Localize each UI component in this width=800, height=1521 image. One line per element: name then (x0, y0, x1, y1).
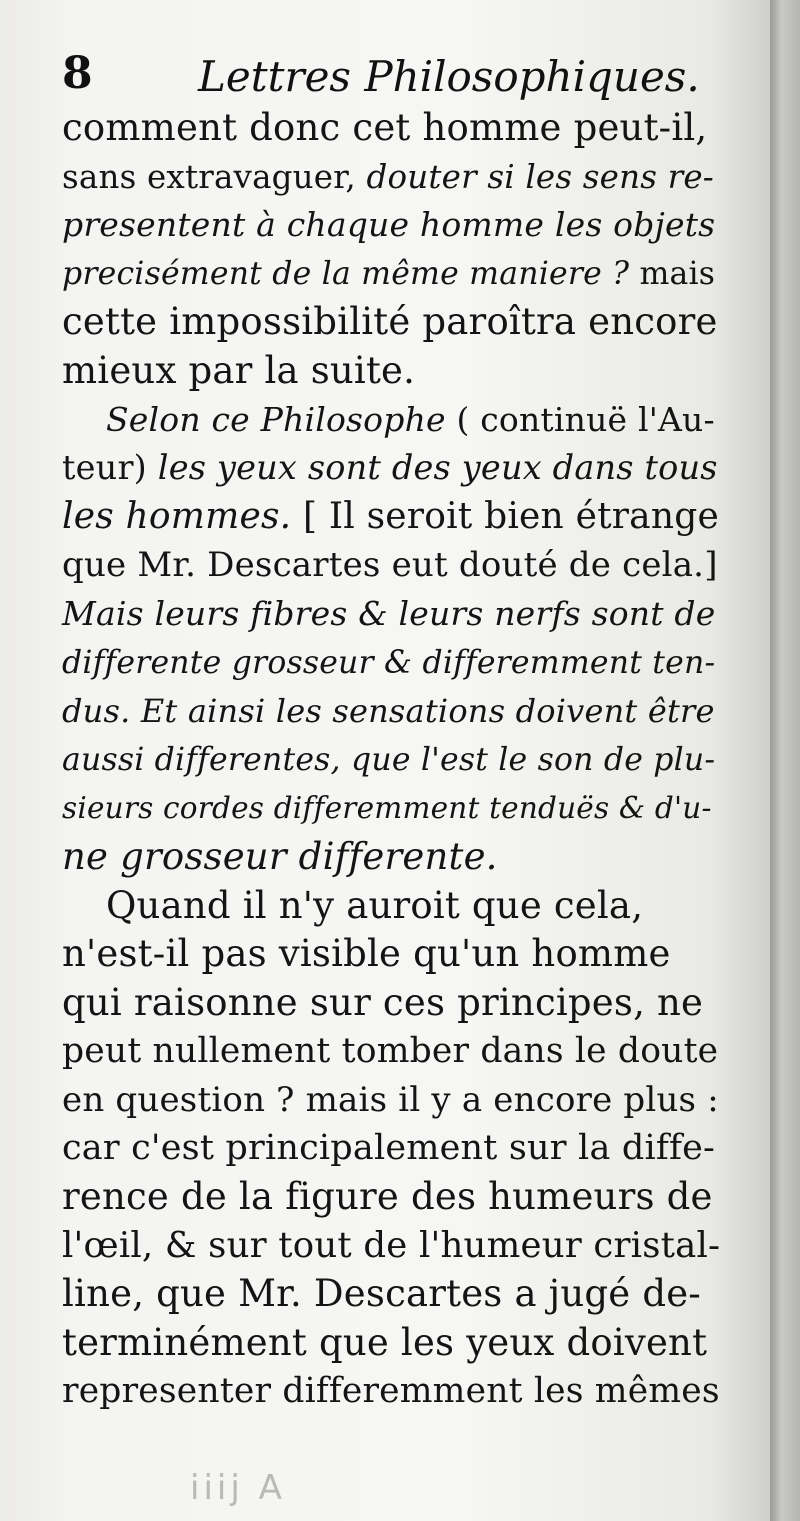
roman-text-run: peut nullement tomber dans le doute (62, 1031, 719, 1072)
page-number: 8 (62, 48, 93, 99)
italic-text-run: differente grosseur & differemment ten- (62, 644, 716, 681)
text-line (62, 493, 722, 542)
text-line (62, 1222, 722, 1271)
italic-text-run: aussi differentes, que l'est le son de plu- (62, 741, 716, 778)
text-line (62, 298, 722, 347)
text-line (62, 396, 722, 445)
roman-text-run: [ Il seroit bien étrange (291, 495, 719, 537)
italic-text-run: sieurs cordes differemment tenduës & d'u- (62, 791, 712, 826)
text-line (62, 444, 722, 493)
roman-text-run: cette impossibilité paroîtra encore (62, 300, 718, 344)
text-line (62, 687, 722, 736)
body-text (62, 104, 722, 1416)
text-line (62, 1270, 722, 1319)
roman-text-run: qui raisonne sur ces principes, ne (62, 980, 704, 1024)
roman-text-run: car c'est principalement sur la diffe- (62, 1128, 716, 1169)
italic-text-run: Selon ce Philosophe (106, 399, 446, 439)
text-line (62, 104, 722, 153)
roman-text-run: representer differemment les mêmes (62, 1371, 720, 1412)
italic-text-run: Mais leurs fibres & leurs nerfs sont de (62, 593, 716, 633)
roman-text-run: en question ? mais il y a encore plus : (62, 1079, 719, 1120)
text-line (62, 882, 722, 931)
text-line (62, 347, 722, 396)
running-title: Lettres Philosophiques. (198, 52, 700, 101)
text-line (62, 1124, 722, 1173)
text-line (62, 833, 722, 882)
text-line (62, 1076, 722, 1125)
roman-text-run: ( continuë l'Au- (445, 399, 715, 439)
text-line (62, 784, 722, 833)
text-line (62, 979, 722, 1028)
italic-text-run: les hommes. (62, 495, 292, 537)
text-line (62, 590, 722, 639)
roman-text-run: n'est-il pas visible qu'un homme (62, 932, 671, 976)
italic-text-run: precisément de la même maniere ? (62, 255, 630, 292)
roman-text-run: line, que Mr. Descartes a jugé de- (62, 1272, 701, 1316)
roman-text-run: l'œil, & sur tout de l'humeur cristal- (62, 1224, 721, 1266)
text-line (62, 1173, 722, 1222)
roman-text-run: rence de la figure des humeurs de (62, 1175, 713, 1219)
roman-text-run: teur) (62, 448, 158, 488)
text-line (62, 1027, 722, 1076)
roman-text-run: Quand il n'y auroit que cela, (106, 883, 644, 927)
roman-text-run: sans extravaguer, (62, 157, 367, 196)
roman-text-run: comment donc cet homme peut-il, (62, 106, 708, 149)
roman-text-run: mieux par la suite. (62, 348, 416, 392)
roman-text-run: mais (629, 255, 716, 292)
italic-text-run: presentent à chaque homme les objets (62, 205, 716, 245)
roman-text-run: terminément que les yeux doivent (62, 1320, 708, 1364)
text-line (62, 736, 722, 785)
text-line (62, 541, 722, 590)
text-line (62, 1367, 722, 1416)
text-line (62, 639, 722, 688)
italic-text-run: les yeux sont des yeux dans tous (157, 448, 718, 488)
show-through-signature-mark: iiij A (190, 1468, 286, 1508)
text-line (62, 201, 722, 250)
italic-text-run: ne grosseur differente. (62, 834, 498, 878)
page-gutter-shadow (770, 0, 800, 1521)
text-line (62, 930, 722, 979)
italic-text-run: dus. Et ainsi les sensations doivent être (62, 692, 715, 731)
roman-text-run: que Mr. Descartes eut douté de cela.] (62, 545, 718, 586)
italic-text-run: douter si les sens re- (366, 157, 714, 196)
text-line (62, 1319, 722, 1368)
page-header (62, 48, 722, 108)
text-line (62, 250, 722, 299)
text-line (62, 153, 722, 202)
